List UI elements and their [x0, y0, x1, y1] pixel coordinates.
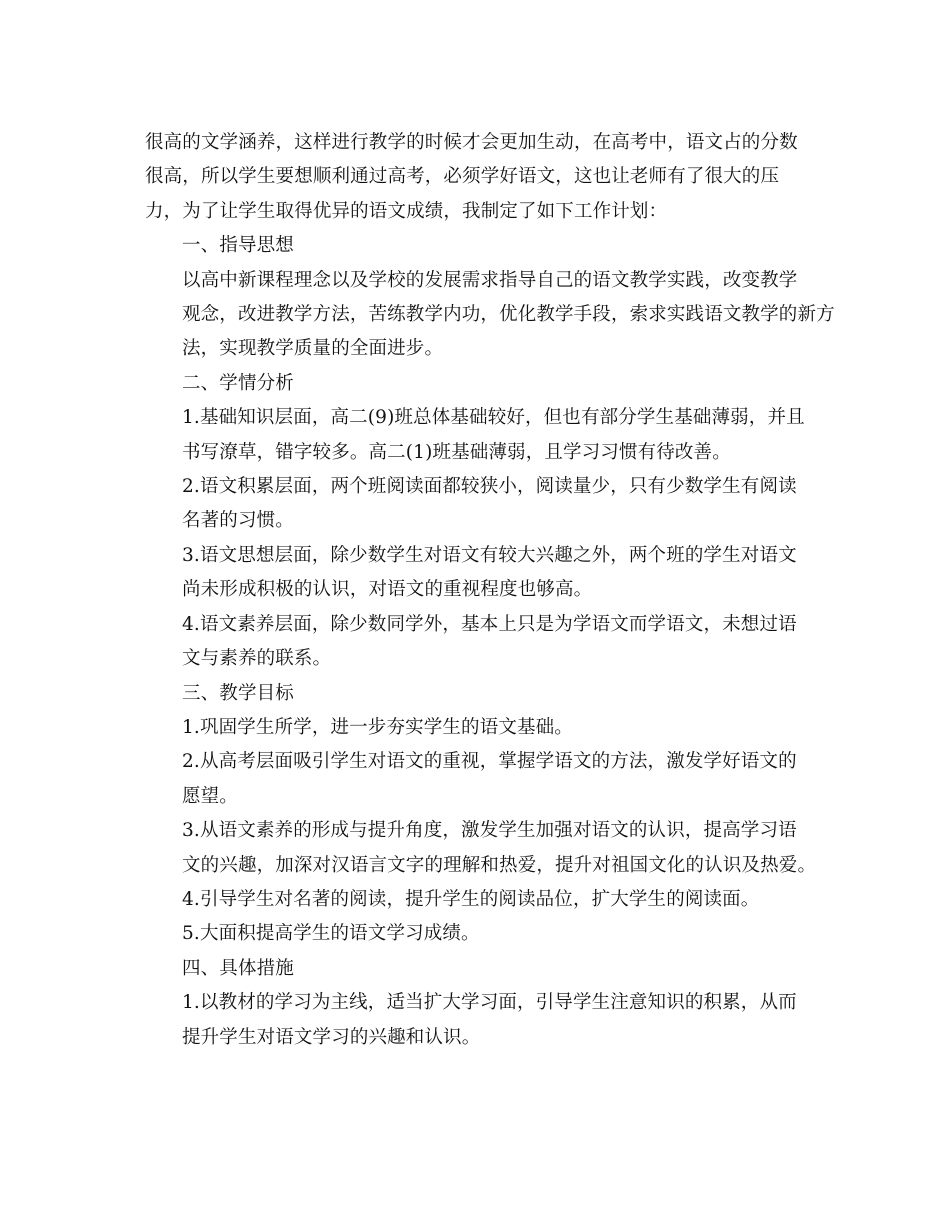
paragraph-line: 1.巩固学生所学，进一步夯实学生的语文基础。: [182, 716, 573, 738]
paragraph-line: 2.从高考层面吸引学生对语文的重视，掌握学语文的方法，激发学好语文的: [182, 751, 797, 773]
paragraph-line: 5.大面积提高学生的语文学习成绩。: [182, 923, 480, 945]
paragraph-line: 提升学生对语文学习的兴趣和认识。: [182, 1026, 481, 1048]
paragraph-line: 很高，所以学生要想顺利通过高考，必须学好语文，这也让老师有了很大的压: [145, 166, 780, 188]
paragraph-line: 1.基础知识层面，高二(9)班总体基础较好，但也有部分学生基础薄弱，并且: [182, 407, 805, 429]
paragraph-line: 尚未形成积极的认识，对语文的重视程度也够高。: [182, 579, 593, 601]
document-paragraph: [145, 952, 805, 986]
paragraph-line: 观念，改进教学方法，苦练教学内功，优化教学手段，索求实践语文教学的新方: [182, 304, 835, 326]
document-paragraph: [145, 814, 817, 883]
document-paragraph: [145, 401, 805, 470]
paragraph-line: 愿望。: [182, 785, 238, 807]
paragraph-line: 四、具体措施: [182, 957, 294, 979]
document-body: [145, 126, 835, 1055]
paragraph-line: 2.语文积累层面，两个班阅读面都较狭小，阅读量少，只有少数学生有阅读: [182, 476, 797, 498]
document-paragraph: [145, 126, 805, 229]
paragraph-line: 文的兴趣，加深对汉语言文字的理解和热爱，提升对祖国文化的认识及热爱。: [182, 854, 817, 876]
paragraph-line: 法，实现教学质量的全面进步。: [182, 338, 444, 360]
paragraph-line: 名著的习惯。: [182, 510, 294, 532]
document-paragraph: [145, 367, 805, 401]
paragraph-line: 三、教学目标: [182, 682, 294, 704]
paragraph-line: 二、学情分析: [182, 372, 294, 394]
paragraph-line: 力，为了让学生取得优异的语文成绩，我制定了如下工作计划：: [145, 200, 668, 222]
document-paragraph: [145, 264, 835, 367]
paragraph-line: 文与素养的联系。: [182, 648, 332, 670]
document-paragraph: [145, 745, 805, 814]
paragraph-line: 书写潦草，错字较多。高二(1)班基础薄弱，且学习习惯有待改善。: [182, 441, 731, 463]
paragraph-line: 3.从语文素养的形成与提升角度，激发学生加强对语文的认识，提高学习语: [182, 820, 797, 842]
document-paragraph: [145, 539, 805, 608]
paragraph-line: 3.语文思想层面，除少数学生对语文有较大兴趣之外，两个班的学生对语文: [182, 544, 797, 566]
document-paragraph: [145, 883, 805, 917]
document-paragraph: [145, 470, 805, 539]
document-paragraph: [145, 917, 805, 951]
paragraph-line: 一、指导思想: [182, 235, 294, 257]
paragraph-line: 1.以教材的学习为主线，适当扩大学习面，引导学生注意知识的积累，从而: [182, 992, 797, 1014]
paragraph-line: 4.语文素养层面，除少数同学外，基本上只是为学语文而学语文，未想过语: [182, 613, 797, 635]
paragraph-line: 很高的文学涵养，这样进行教学的时候才会更加生动，在高考中，语文占的分数: [145, 132, 798, 153]
document-paragraph: [145, 711, 805, 745]
document-paragraph: [145, 608, 805, 677]
paragraph-line: 4.引导学生对名著的阅读，提升学生的阅读品位，扩大学生的阅读面。: [182, 888, 760, 910]
paragraph-line: 以高中新课程理念以及学校的发展需求指导自己的语文教学实践，改变教学: [182, 269, 798, 291]
document-paragraph: [145, 986, 805, 1055]
document-paragraph: [145, 229, 805, 263]
document-paragraph: [145, 677, 805, 711]
